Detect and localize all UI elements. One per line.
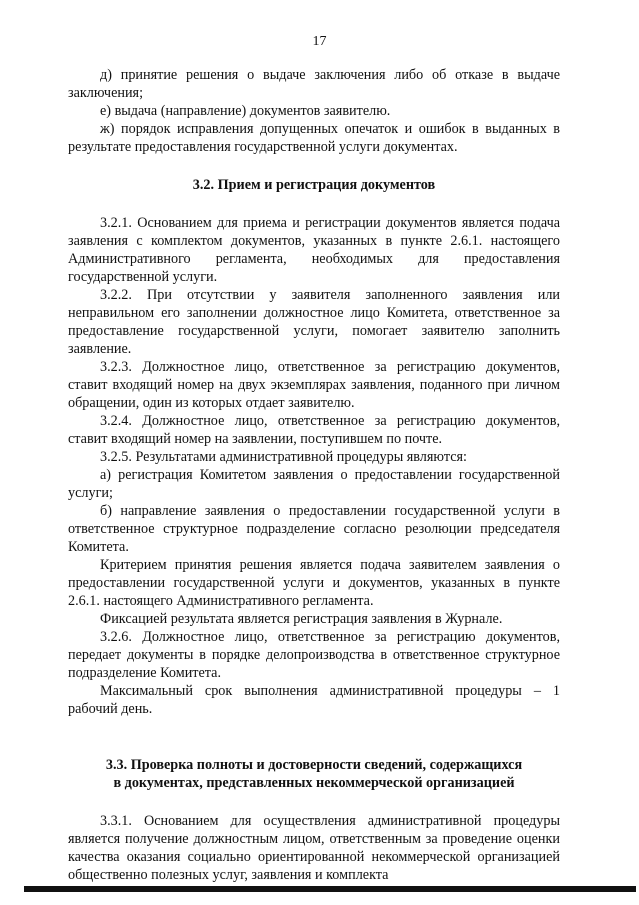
- section-3-3-heading-line-1: 3.3. Проверка полноты и достоверности сведений, содержащихся: [105, 757, 523, 773]
- spacer: [68, 718, 560, 756]
- page-number: 17: [312, 34, 327, 49]
- intro-item-e: е) выдача (направление) документов заявителю.: [100, 103, 391, 119]
- paragraph-3-2-3: 3.2.3. Должностное лицо, ответственное за регистрацию документов, ставит входящий номер на двух экземплярах заявления, поданного при личном обращении, один из которых отдает заявителю.: [68, 359, 560, 411]
- spacer: [68, 156, 560, 176]
- section-3-2-heading: 3.2. Прием и регистрация документов: [192, 177, 436, 193]
- paragraph-3-2-5-a: а) регистрация Комитетом заявления о предоставлении государственной услуги;: [68, 467, 560, 501]
- paragraph-fixation: Фиксацией результата является регистрация заявления в Журнале.: [100, 611, 503, 627]
- intro-item-zh: ж) порядок исправления допущенных опечаток и ошибок в выданных в результате предоставления государственной услуги документах.: [68, 121, 560, 155]
- paragraph-3-3-1: 3.3.1. Основанием для осуществления административной процедуры является получение должностным лицом, ответственным за проведение оценки качества оказания социально ориентированной некоммерческой организацией общественно полезных услуг, заявления и комплекта: [68, 813, 560, 883]
- section-3-3-heading-line-2: в документах, представленных некоммерческой организацией: [113, 775, 515, 791]
- paragraph-criterion: Критерием принятия решения является подача заявителем заявления о предоставлении государственной услуги и документов, указанных в пункте 2.6.1. настоящего Административного регламента.: [68, 557, 560, 609]
- spacer: [68, 194, 560, 214]
- paragraph-3-2-4: 3.2.4. Должностное лицо, ответственное за регистрацию документов, ставит входящий номер на заявлении, поступившем по почте.: [68, 413, 560, 447]
- document-body: [68, 66, 560, 884]
- paragraph-max-term: Максимальный срок выполнения административной процедуры – 1 рабочий день.: [68, 683, 560, 717]
- intro-item-d: д) принятие решения о выдаче заключения либо об отказе в выдаче заключения;: [68, 67, 560, 101]
- paragraph-3-2-1: 3.2.1. Основанием для приема и регистрации документов является подача заявления с комплектом документов, указанных в пункте 2.6.1. настоящего Административного регламента, необходимых для предоставления государственной услуги.: [68, 215, 560, 285]
- paragraph-3-2-6: 3.2.6. Должностное лицо, ответственное за регистрацию документов, передает документы в порядке делопроизводства в ответственное структурное подразделение Комитета.: [68, 629, 560, 681]
- spacer: [68, 792, 560, 812]
- paragraph-3-2-5-b: б) направление заявления о предоставлении государственной услуги в ответственное структурное подразделение согласно резолюции председателя Комитета.: [68, 503, 560, 555]
- paragraph-3-2-2: 3.2.2. При отсутствии у заявителя заполненного заявления или неправильном его заполнении должностное лицо Комитета, ответственное за предоставление государственной услуги, помогает заявителю заполнить заявление.: [68, 287, 560, 357]
- paragraph-3-2-5: 3.2.5. Результатами административной процедуры являются:: [100, 449, 467, 465]
- scan-border-bar: [24, 886, 636, 892]
